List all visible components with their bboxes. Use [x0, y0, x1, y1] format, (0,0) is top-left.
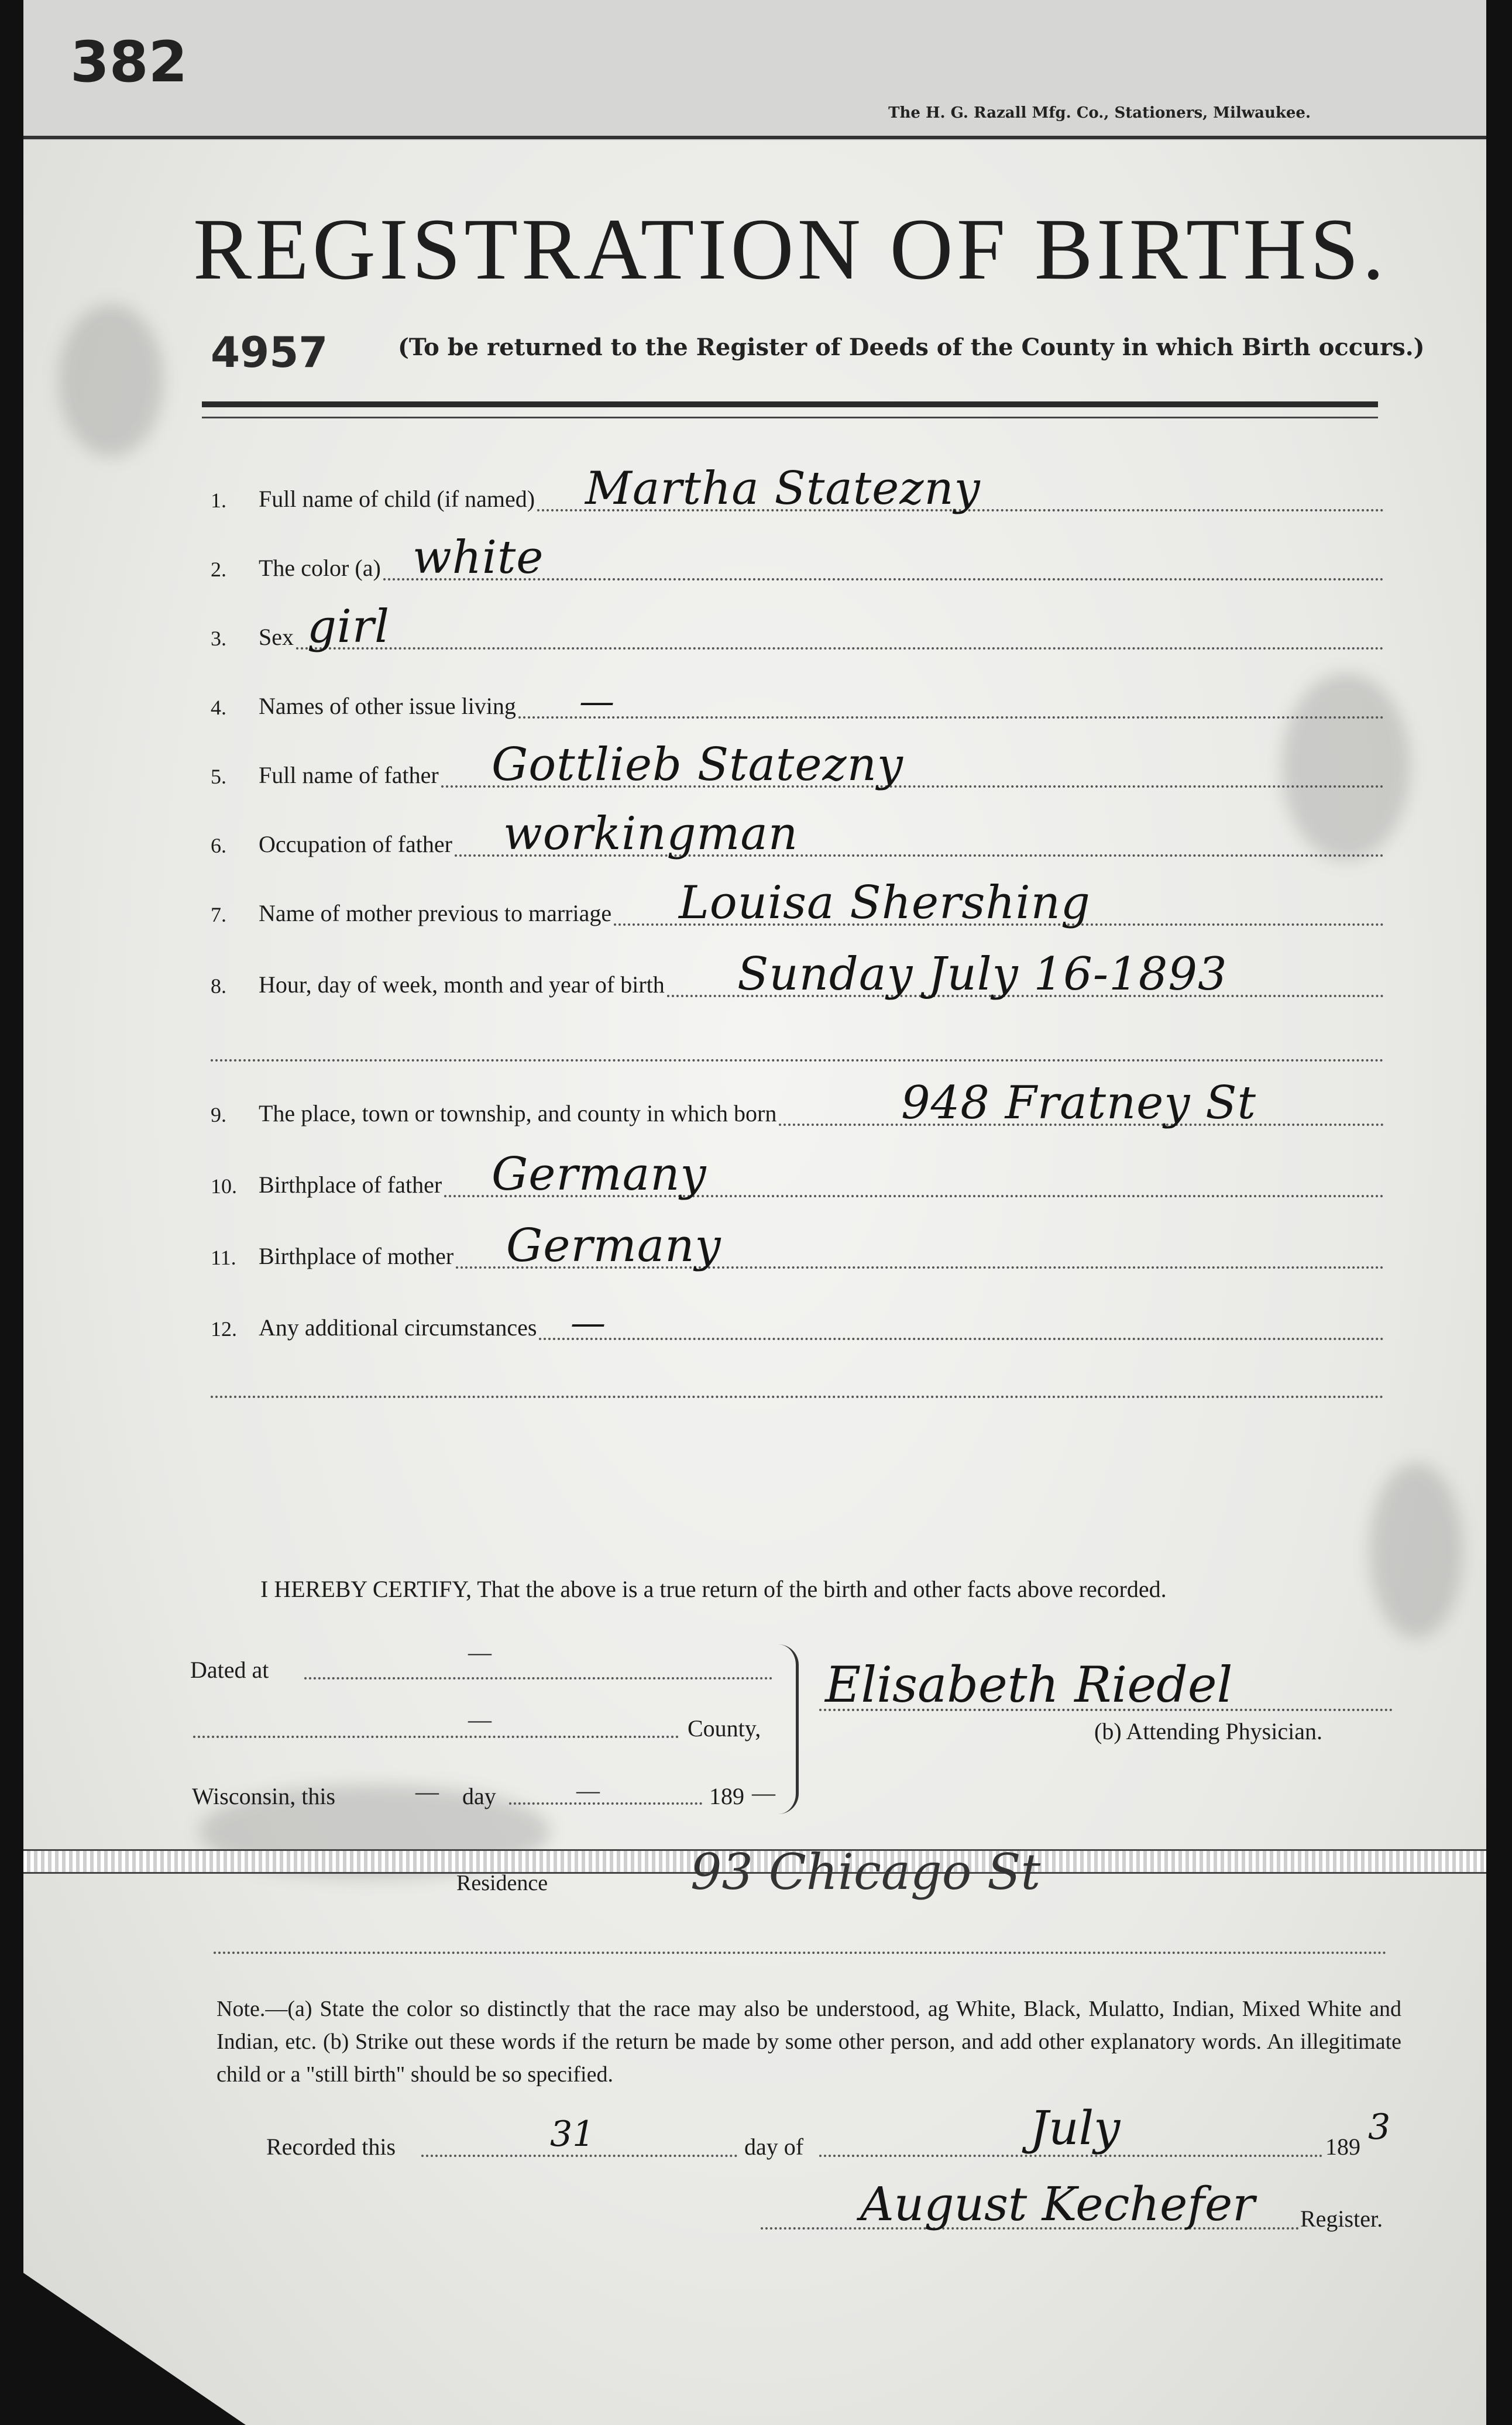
- field-number: 12.: [211, 1317, 237, 1341]
- header-rule-thin: [202, 417, 1378, 418]
- field-label: Birthplace of father: [259, 1172, 442, 1198]
- handwritten-father-birthplace: Germany: [492, 1148, 707, 1201]
- field-label: Any additional circumstances: [259, 1314, 537, 1341]
- residence-continuation-line: [214, 1952, 1387, 1954]
- dated-at-value: —: [468, 1639, 492, 1665]
- register-signature: August Kechefer: [860, 2177, 1255, 2231]
- wisconsin-this-label: Wisconsin, this: [192, 1783, 336, 1809]
- field-other-issue: [211, 675, 1384, 722]
- handwritten-recorded-year: 3: [1368, 2107, 1391, 2148]
- handwritten-father-name: Gottlieb Statezny: [492, 739, 903, 791]
- field-father-birthplace: [211, 1148, 1384, 1201]
- page-number: 382: [70, 29, 188, 95]
- field-sex: [211, 600, 1384, 653]
- field-label: Full name of father: [259, 762, 439, 788]
- physician-signature-line: [819, 1709, 1393, 1711]
- county-line: [193, 1736, 679, 1738]
- field-father-occupation: [211, 808, 1384, 860]
- field-label: Birthplace of mother: [259, 1243, 454, 1269]
- handwritten-color: white: [413, 531, 544, 584]
- field-number: 11.: [211, 1246, 236, 1269]
- stationer-imprint: The H. G. Razall Mfg. Co., Stationers, Milwaukee.: [888, 104, 1311, 122]
- county-label: County,: [688, 1715, 761, 1742]
- handwritten-father-occupation: workingman: [503, 808, 799, 860]
- field-label: Name of mother previous to marriage: [259, 900, 612, 926]
- field-child-name: [211, 462, 1384, 515]
- handwritten-mother-maiden-name: Louisa Shershing: [679, 877, 1091, 929]
- field-number: 9.: [211, 1103, 226, 1126]
- handwritten-mother-birthplace: Germany: [506, 1220, 721, 1272]
- recorded-this-label: Recorded this: [266, 2134, 396, 2160]
- handwritten-recorded-month: July: [1030, 2101, 1121, 2155]
- form-note: Note.—(a) State the color so distinctly that the race may also be understood, ag White, Black, Mulatto, Indian, Mixed White and Indian, etc. (b) Strike out these words if the return be made by some other person, and add other explanatory words. An illegitimate child or a "still birth" should be so specified.: [217, 1997, 1401, 2087]
- handwritten-additional-circumstances: —: [571, 1303, 606, 1344]
- field-label: Sex: [259, 624, 294, 650]
- field-label: The color (a): [259, 555, 381, 581]
- day-value: —: [415, 1778, 439, 1805]
- handwritten-birth-place: 948 Fratney St: [901, 1077, 1256, 1129]
- return-instruction: (To be returned to the Register of Deeds of the County in which Birth occurs.): [398, 334, 1425, 361]
- field-number: 10.: [211, 1174, 237, 1198]
- month-value: —: [576, 1777, 600, 1804]
- field-mother-maiden-name: [211, 877, 1384, 929]
- field-label: Full name of child (if named): [259, 486, 535, 512]
- field-label: The place, town or township, and county in which born: [259, 1100, 777, 1126]
- handwritten-residence: 93 Chicago St: [690, 1843, 1041, 1901]
- handwritten-sex: girl: [307, 600, 390, 653]
- field-number: 8.: [211, 974, 226, 998]
- field-birth-date: [211, 948, 1384, 1001]
- field-birth-place: [211, 1077, 1384, 1129]
- register-label: Register.: [1300, 2206, 1383, 2232]
- field-label: Names of other issue living: [259, 693, 516, 719]
- dated-at-label: Dated at: [190, 1657, 269, 1683]
- field-number: 1.: [211, 489, 226, 512]
- day-label: day: [462, 1783, 496, 1809]
- day-of-label: day of: [744, 2134, 804, 2160]
- field-father-name: [211, 739, 1384, 791]
- smudge: [59, 304, 164, 456]
- dated-at-line: [304, 1677, 772, 1679]
- county-value: —: [468, 1706, 492, 1733]
- page-edge-rule: [23, 136, 1486, 139]
- header-rule: [202, 401, 1378, 407]
- field-number: 5.: [211, 765, 226, 788]
- handwritten-recorded-day: 31: [550, 2114, 595, 2155]
- day-of-month-line: [509, 1802, 702, 1805]
- field-label: Hour, day of week, month and year of birth: [259, 971, 665, 998]
- year-value: —: [752, 1780, 775, 1806]
- year-label: 189: [709, 1783, 744, 1809]
- recorded-year-label: 189: [1325, 2134, 1360, 2160]
- handwritten-child-name: Martha Statezny: [585, 462, 981, 515]
- residence-label: Residence: [456, 1871, 548, 1895]
- handwritten-birth-date: Sunday July 16-1893: [737, 948, 1228, 1001]
- physician-title: (b) Attending Physician.: [1094, 1718, 1322, 1744]
- page-corner-shadow: [23, 2273, 246, 2425]
- field-number: 7.: [211, 903, 226, 926]
- handwritten-other-issue: —: [579, 681, 615, 722]
- field-mother-birthplace: [211, 1220, 1384, 1272]
- recorded-day-line: [421, 2155, 737, 2157]
- scanned-page: [23, 0, 1486, 2425]
- field-line: [296, 647, 1384, 650]
- field-number: 3.: [211, 627, 226, 650]
- field-number: 6.: [211, 834, 226, 857]
- form-title: REGISTRATION OF BIRTHS.: [193, 201, 1388, 298]
- smudge: [1369, 1463, 1463, 1639]
- field-birth-date-continuation: [211, 1059, 1384, 1062]
- field-number: 4.: [211, 696, 226, 719]
- certificate-number: 4957: [211, 328, 328, 377]
- field-color: [211, 531, 1384, 584]
- field-number: 2.: [211, 558, 226, 581]
- signature-brace: [778, 1644, 799, 1814]
- field-additional-continuation: [211, 1396, 1384, 1398]
- physician-signature: Elisabeth Riedel: [825, 1656, 1233, 1713]
- field-label: Occupation of father: [259, 831, 452, 857]
- field-line: [518, 716, 1384, 719]
- certification-statement: I HEREBY CERTIFY, That the above is a true return of the birth and other facts above recorded.: [260, 1576, 1167, 1602]
- field-additional-circumstances: [211, 1297, 1384, 1344]
- field-line: [539, 1338, 1384, 1340]
